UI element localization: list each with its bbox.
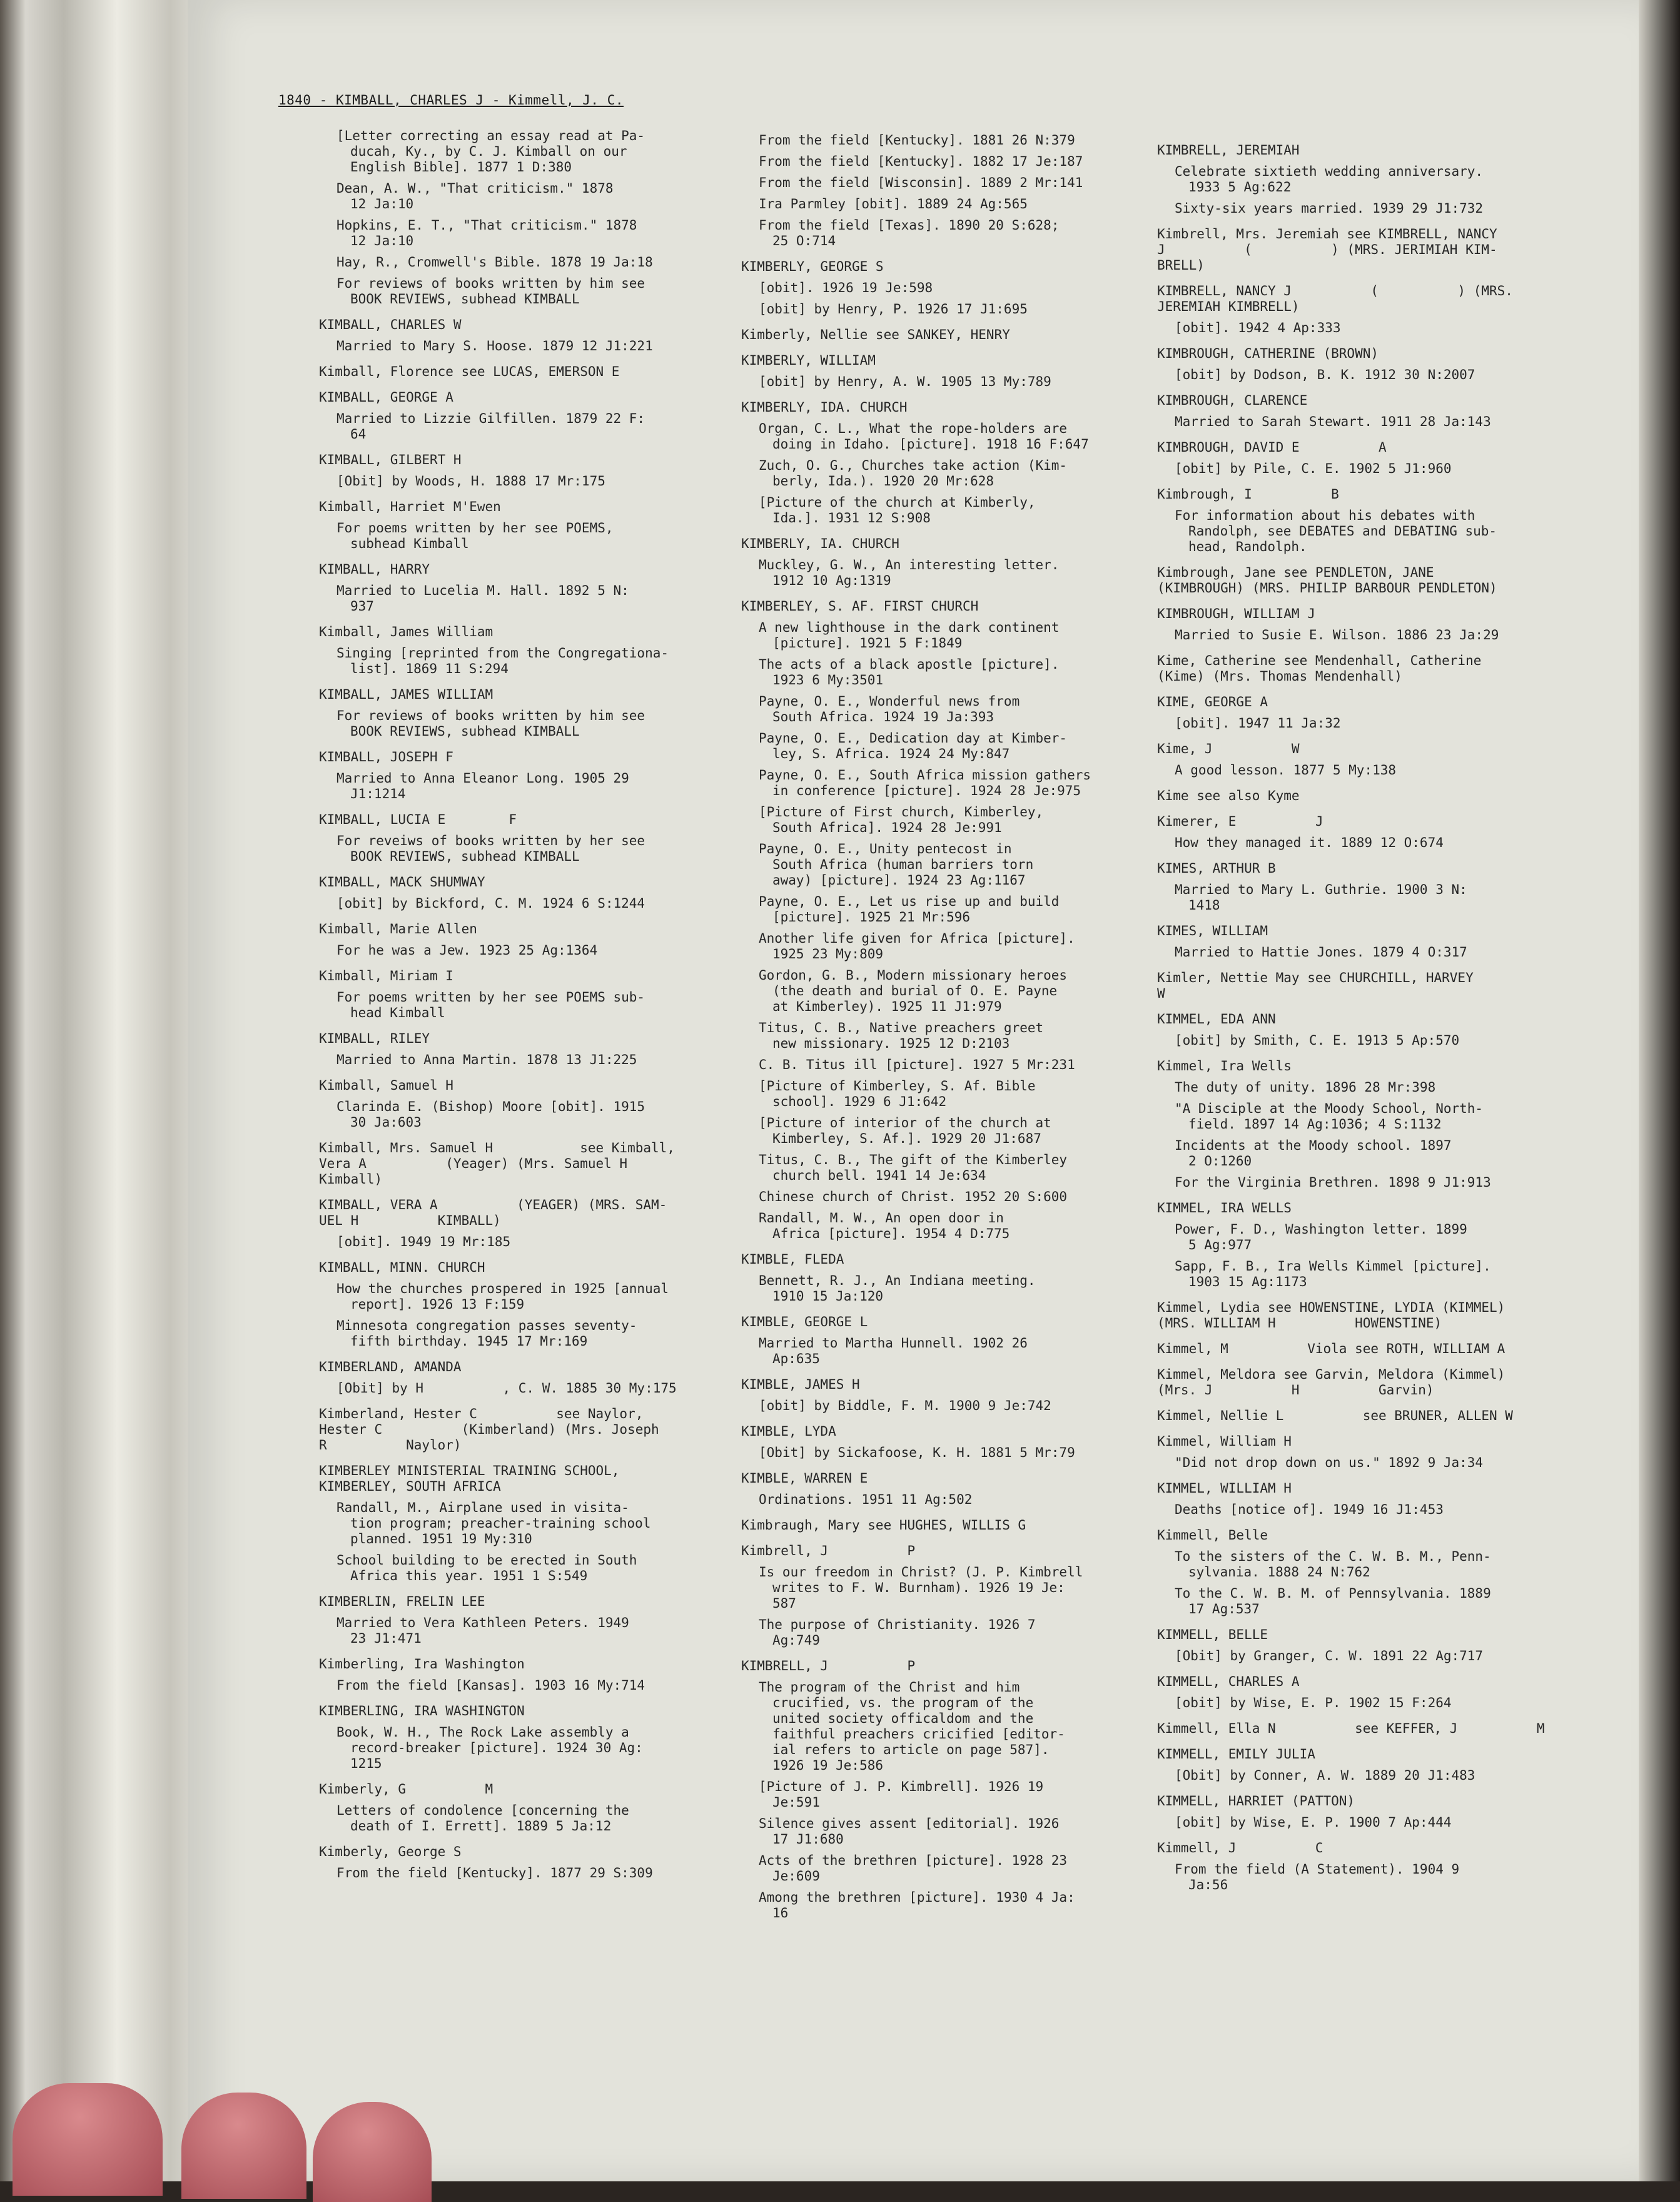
entry-citation: Celebrate sixtieth wedding anniversary. 1933 5 Ag:622 [1175,164,1484,195]
entry-citation: [Picture of the church at Kimberly, Ida.]. 1931 12 S:908 [759,495,1036,525]
entry-heading: KIMBERLAND, AMANDA [319,1359,462,1374]
entry-citation: C. B. Titus ill [picture]. 1927 5 Mr:231 [759,1057,1075,1072]
entry-heading: Kimmell, Ella N see KEFFER, J M [1157,1721,1545,1736]
entry-citation: From the field [Kentucky]. 1882 17 Je:187 [759,154,1083,169]
entry-heading: KIMBRELL, J P [741,1658,916,1673]
entry-citation: Married to Lizzie Gilfillen. 1879 22 F: 64 [337,411,645,442]
entry-heading: KIMBALL, GEORGE A [319,390,453,405]
entry-citation: The acts of a black apostle [picture]. 1923 6 My:3501 [759,657,1060,687]
entry-citation: Randall, M. W., An open door in Africa [picture]. 1954 4 D:775 [759,1210,1010,1241]
entry-heading: KIMBLE, WARREN E [741,1471,868,1486]
index-entry [1157,1794,1595,1830]
entry-heading: KIMBALL, RILEY [319,1031,430,1046]
finger-1 [13,2083,163,2196]
index-entry [1157,1481,1595,1518]
entry-heading: KIMBERLEY, S. AF. FIRST CHURCH [741,599,979,614]
entry-heading: KIMBERLEY MINISTERIAL TRAINING SCHOOL, KIMBERLEY, SOUTH AFRICA [319,1463,620,1494]
index-entry [1157,283,1595,336]
entry-citation: Payne, O. E., Wonderful news from South Africa. 1924 19 Ja:393 [759,694,1020,724]
entry-heading: KIMMELL, EMILY JULIA [1157,1747,1315,1762]
entry-citation: [obit] by Bickford, C. M. 1924 6 S:1244 [337,896,645,911]
entry-heading: KIMMELL, BELLE [1157,1627,1268,1642]
entry-citation: [Obit] by Sickafoose, K. H. 1881 5 Mr:79 [759,1445,1075,1460]
index-entry [319,1260,757,1349]
index-entry [1157,606,1595,643]
entry-citation: For poems written by her see POEMS, subhead Kimball [337,520,614,551]
index-entry [319,1782,757,1834]
entry-citation: The purpose of Christianity. 1926 7 Ag:749 [759,1617,1036,1648]
entry-citation: From the field [Texas]. 1890 20 S:628; 25 O:714 [759,218,1060,248]
entry-heading: Kimball, Samuel H [319,1078,453,1093]
index-entry [319,128,757,307]
entry-citation: Randall, M., Airplane used in visita- tion program; preacher-training school planned. 1951 19 My:310 [337,1500,651,1546]
entry-citation: Married to Mary L. Guthrie. 1900 3 N: 1418 [1175,882,1467,913]
index-entry [319,1463,757,1584]
entry-citation: From the field [Kansas]. 1903 16 My:714 [337,1678,645,1693]
entry-heading: KIMBERLIN, FRELIN LEE [319,1594,485,1609]
entry-heading: Kimbrough, I B [1157,487,1339,502]
entry-heading: Kimball, Florence see LUCAS, EMERSON E [319,364,620,379]
entry-heading: KIMBLE, LYDA [741,1424,836,1439]
entry-heading: KIMBALL, VERA A (YEAGER) (MRS. SAM- UEL H KIMBALL) [319,1197,667,1228]
index-entry [741,1518,1179,1533]
index-entry [319,1078,757,1130]
entry-heading: Kime, Catherine see Mendenhall, Catherine (Kime) (Mrs. Thomas Mendenhall) [1157,653,1482,684]
entry-citation: To the sisters of the C. W. B. M., Penn- sylvania. 1888 24 N:762 [1175,1549,1491,1580]
entry-citation: For reveiws of books written by her see BOOK REVIEWS, subhead KIMBALL [337,833,645,864]
entry-citation: For information about his debates with Randolph, see DEBATES and DEBATING sub- head, Randolph. [1175,508,1497,554]
index-entry [1157,814,1595,851]
entry-citation: Deaths [notice of]. 1949 16 J1:453 [1175,1502,1444,1517]
entry-heading: Kimberly, George S [319,1844,462,1859]
entry-citation: For reviews of books written by him see BOOK REVIEWS, subhead KIMBALL [337,276,645,307]
index-entry [1157,861,1595,913]
entry-citation: Payne, O. E., Unity pentecost in South Africa (human barriers torn away) [picture]. 1924 23 Ag:1167 [759,841,1034,888]
entry-citation: Minnesota congregation passes seventy- fifth birthday. 1945 17 Mr:169 [337,1318,637,1349]
entry-heading: KIMBERLY, IA. CHURCH [741,536,899,551]
entry-citation: Married to Lucelia M. Hall. 1892 5 N: 937 [337,583,629,614]
entry-heading: KIMBALL, GILBERT H [319,452,462,467]
entry-citation: Payne, O. E., Dedication day at Kimber- ley, S. Africa. 1924 24 My:847 [759,731,1068,761]
index-entry [1157,143,1595,216]
entry-citation: Payne, O. E., Let us rise up and build [picture]. 1925 21 Mr:596 [759,894,1060,925]
entry-citation: [obit] by Henry, P. 1926 17 J1:695 [759,302,1028,317]
entry-citation: Power, F. D., Washington letter. 1899 5 Ag:977 [1175,1222,1467,1252]
index-entry [1157,1367,1595,1398]
index-entry [1157,393,1595,430]
entry-citation: [Picture of interior of the church at Kimberley, S. Af.]. 1929 20 J1:687 [759,1115,1051,1146]
entry-citation: [Obit] by Conner, A. W. 1889 20 J1:483 [1175,1768,1475,1783]
index-entry [1157,653,1595,684]
entry-citation: From the field [Kentucky]. 1877 29 S:309 [337,1865,653,1880]
index-entry [1157,1434,1595,1471]
entry-citation: Book, W. H., The Rock Lake assembly a record-breaker [picture]. 1924 30 Ag: 1215 [337,1725,643,1771]
entry-citation: Hay, R., Cromwell's Bible. 1878 19 Ja:18 [337,255,653,270]
entry-heading: Kimberly, Nellie see SANKEY, HENRY [741,327,1010,342]
entry-citation: A good lesson. 1877 5 My:138 [1175,763,1397,778]
entry-citation: Letters of condolence [concerning the death of I. Errett]. 1889 5 Ja:12 [337,1803,629,1834]
entry-citation: [Obit] by Granger, C. W. 1891 22 Ag:717 [1175,1648,1484,1663]
index-entry [741,1658,1179,1921]
entry-citation: Organ, C. L., What the rope-holders are doing in Idaho. [picture]. 1918 16 F:647 [759,421,1089,452]
entry-citation: [obit] by Wise, E. P. 1900 7 Ap:444 [1175,1815,1452,1830]
entry-heading: KIMBALL, MINN. CHURCH [319,1260,485,1275]
entry-citation: Zuch, O. G., Churches take action (Kim- berly, Ida.). 1920 20 Mr:628 [759,458,1068,489]
entry-citation: [Letter correcting an essay read at Pa- ducah, Ky., by C. J. Kimball on our English Bible]. 1877 1 D:380 [337,128,645,175]
index-entry [319,1197,757,1250]
entry-heading: KIMBLE, FLEDA [741,1252,844,1267]
entry-citation: To the C. W. B. M. of Pennsylvania. 1889 17 Ag:537 [1175,1586,1491,1616]
entry-citation: [obit] by Biddle, F. M. 1900 9 Je:742 [759,1398,1051,1413]
entry-citation: [obit] by Wise, E. P. 1902 15 F:264 [1175,1695,1452,1710]
index-entry [319,921,757,958]
entry-citation: Dean, A. W., "That criticism." 1878 12 Ja:10 [337,181,614,211]
entry-citation: [obit]. 1942 4 Ap:333 [1175,320,1341,335]
entry-citation: [Obit] by Woods, H. 1888 17 Mr:175 [337,474,605,489]
index-entry [319,1031,757,1068]
entry-citation: Singing [reprinted from the Congregationa- list]. 1869 11 S:294 [337,646,669,676]
entry-citation: For the Virginia Brethren. 1898 9 J1:913 [1175,1175,1491,1190]
fingers-holding-page [0,2071,450,2181]
index-entry [741,327,1179,343]
entry-heading: KIMBERLING, IRA WASHINGTON [319,1703,525,1718]
entry-citation: "Did not drop down on us." 1892 9 Ja:34 [1175,1455,1484,1470]
entry-citation: Chinese church of Christ. 1952 20 S:600 [759,1189,1068,1204]
entry-heading: KIMBALL, HARRY [319,562,430,577]
entry-heading: Kimmel, Nellie L see BRUNER, ALLEN W [1157,1408,1513,1423]
index-entry [1157,565,1595,596]
entry-citation: How the churches prospered in 1925 [annual report]. 1926 13 F:159 [337,1281,669,1312]
entry-citation: Ordinations. 1951 11 Ag:502 [759,1492,973,1507]
entry-heading: Kimmel, Meldora see Garvin, Meldora (Kimmel) (Mrs. J H Garvin) [1157,1367,1505,1398]
entry-citation: For poems written by her see POEMS sub- head Kimball [337,990,645,1020]
entry-citation: Married to Sarah Stewart. 1911 28 Ja:143 [1175,414,1491,429]
entry-heading: KIMBROUGH, CLARENCE [1157,393,1308,408]
entry-citation: Sixty-six years married. 1939 29 J1:732 [1175,201,1484,216]
entry-heading: KIMES, ARTHUR B [1157,861,1276,876]
finger-2 [181,2093,306,2199]
entry-citation: How they managed it. 1889 12 O:674 [1175,835,1444,850]
index-entry [741,1377,1179,1414]
entry-heading: Kimmell, Belle [1157,1528,1268,1543]
entry-heading: KIMBERLY, IDA. CHURCH [741,400,908,415]
entry-citation: [Picture of Kimberley, S. Af. Bible school]. 1929 6 J1:642 [759,1078,1036,1109]
index-entry [319,499,757,552]
entry-citation: Acts of the brethren [picture]. 1928 23 Je:609 [759,1853,1068,1884]
entry-heading: Kimball, Miriam I [319,968,453,983]
index-entry [1157,440,1595,477]
entry-citation: School building to be erected in South Africa this year. 1951 1 S:549 [337,1553,637,1583]
entry-citation: Titus, C. B., Native preachers greet new missionary. 1925 12 D:2103 [759,1020,1044,1051]
entry-citation: Among the brethren [picture]. 1930 4 Ja: 16 [759,1890,1075,1920]
entry-heading: KIMBALL, JAMES WILLIAM [319,687,493,702]
entry-citation: Married to Martha Hunnell. 1902 26 Ap:635 [759,1336,1028,1366]
entry-heading: KIMMELL, CHARLES A [1157,1674,1300,1689]
entry-heading: KIMMEL, WILLIAM H [1157,1481,1292,1496]
index-entry [1157,923,1595,960]
entry-heading: Kimmel, Ira Wells [1157,1058,1292,1073]
entry-heading: KIMBALL, CHARLES W [319,317,462,332]
index-entry [319,390,757,442]
index-entry [1157,970,1595,1002]
entry-heading: KIMMELL, HARRIET (PATTON) [1157,1794,1355,1809]
entry-heading: Kimler, Nettie May see CHURCHILL, HARVEY W [1157,970,1474,1001]
entry-citation: Clarinda E. (Bishop) Moore [obit]. 1915 30 Ja:603 [337,1099,645,1130]
entry-citation: Married to Anna Martin. 1878 13 J1:225 [337,1052,637,1067]
index-entry [1157,346,1595,383]
index-entry [319,317,757,354]
index-entry [319,562,757,614]
entry-heading: KIMBLE, GEORGE L [741,1314,868,1329]
entry-heading: KIMBROUGH, DAVID E A [1157,440,1387,455]
entry-heading: Kimball, James William [319,624,493,639]
index-entry [1157,1721,1595,1737]
index-entry [1157,1200,1595,1290]
index-entry [1157,1408,1595,1424]
index-entry [319,749,757,802]
index-entry [319,452,757,489]
index-entry [741,1314,1179,1367]
index-entry [319,812,757,865]
index-entry [1157,487,1595,555]
entry-citation: For he was a Jew. 1923 25 Ag:1364 [337,943,598,958]
index-entry [741,599,1179,1242]
index-entry [319,1844,757,1881]
index-entry [1157,741,1595,778]
index-entry [1157,1300,1595,1331]
entry-citation: Hopkins, E. T., "That criticism." 1878 12 Ja:10 [337,218,637,248]
entry-citation: [obit]. 1949 19 Mr:185 [337,1234,511,1249]
index-entry [741,536,1179,589]
entry-heading: KIMMEL, IRA WELLS [1157,1200,1292,1215]
entry-citation: A new lighthouse in the dark continent [picture]. 1921 5 F:1849 [759,620,1060,651]
entry-citation: The program of the Christ and him crucified, vs. the program of the united society officaldom and the faithful preachers cricified [editor- ial refers to article on page 587]. 1926 19 Je:586 [759,1680,1065,1773]
book-right-edge [1639,0,1680,2181]
index-entry [319,968,757,1021]
entry-heading: Kimbrell, J P [741,1543,916,1558]
index-entry [319,364,757,380]
entry-citation: The duty of unity. 1896 28 Mr:398 [1175,1080,1436,1095]
index-entry [319,687,757,739]
entry-citation: Incidents at the Moody school. 1897 2 O:1260 [1175,1138,1452,1169]
entry-heading: KIMBERLY, GEORGE S [741,259,884,274]
entry-heading: Kimball, Marie Allen [319,921,477,936]
entry-heading: Kimberling, Ira Washington [319,1657,525,1672]
entry-citation: Bennett, R. J., An Indiana meeting. 1910 15 Ja:120 [759,1273,1036,1304]
index-column-1 [319,128,757,1891]
index-column-3 [1157,143,1595,1903]
index-entry [741,1471,1179,1508]
entry-citation: Muckley, G. W., An interesting letter. 1912 10 Ag:1319 [759,557,1060,588]
index-entry [319,1703,757,1772]
index-entry [1157,1674,1595,1711]
index-entry [741,1424,1179,1461]
index-entry [741,133,1179,249]
entry-heading: Kimerer, E J [1157,814,1323,829]
index-entry [741,1543,1179,1648]
entry-heading: Kime see also Kyme [1157,788,1300,803]
index-entry [1157,1341,1595,1357]
index-entry [319,1657,757,1693]
entry-heading: KIMBROUGH, WILLIAM J [1157,606,1315,621]
index-column-2 [741,133,1179,1931]
entry-citation: [obit] by Dodson, B. K. 1912 30 N:2007 [1175,367,1475,382]
entry-heading: Kimbrell, Mrs. Jeremiah see KIMBRELL, NANCY J ( ) (MRS. JERIMIAH KIM- BRELL) [1157,226,1497,273]
entry-citation: Ira Parmley [obit]. 1889 24 Ag:565 [759,196,1028,211]
index-entry [319,1594,757,1646]
index-entry [1157,1747,1595,1783]
entry-citation: [obit]. 1926 19 Je:598 [759,280,933,295]
entry-citation: Married to Hattie Jones. 1879 4 O:317 [1175,945,1467,960]
entry-citation: Married to Vera Kathleen Peters. 1949 23 J1:471 [337,1615,629,1646]
entry-heading: Kimberland, Hester C see Naylor, Hester C (Kimberland) (Mrs. Joseph R Naylor) [319,1406,659,1453]
book-page-edges [0,0,213,2181]
index-entry [1157,694,1595,731]
entry-heading: KIMBLE, JAMES H [741,1377,860,1392]
entry-citation: Married to Susie E. Wilson. 1886 23 Ja:29 [1175,627,1499,642]
entry-citation: From the field [Wisconsin]. 1889 2 Mr:141 [759,175,1083,190]
entry-citation: [obit] by Pile, C. E. 1902 5 J1:960 [1175,461,1452,476]
entry-heading: KIMES, WILLIAM [1157,923,1268,938]
index-entry [741,353,1179,390]
entry-heading: Kimball, Mrs. Samuel H see Kimball, Vera A (Yeager) (Mrs. Samuel H Kimball) [319,1140,675,1187]
entry-citation: Gordon, G. B., Modern missionary heroes (the death and burial of O. E. Payne at Kimberley). 1925 11 J1:979 [759,968,1068,1014]
entry-heading: KIMBRELL, JEREMIAH [1157,143,1300,158]
entry-heading: KIMBALL, JOSEPH F [319,749,453,764]
entry-heading: KIMMEL, EDA ANN [1157,1012,1276,1027]
index-entry [1157,788,1595,804]
index-entry [1157,1012,1595,1048]
entry-heading: Kimbrough, Jane see PENDLETON, JANE (KIMBROUGH) (MRS. PHILIP BARBOUR PENDLETON) [1157,565,1497,596]
entry-citation: For reviews of books written by him see BOOK REVIEWS, subhead KIMBALL [337,708,645,739]
entry-citation: [obit]. 1947 11 Ja:32 [1175,716,1341,731]
index-entry [319,1359,757,1396]
finger-3 [313,2102,432,2202]
index-entry [741,259,1179,317]
entry-heading: Kime, J W [1157,741,1300,756]
entry-heading: Kimmel, Lydia see HOWENSTINE, LYDIA (KIMMEL) (MRS. WILLIAM H HOWENSTINE) [1157,1300,1505,1331]
index-entry [319,624,757,677]
entry-heading: KIMBRELL, NANCY J ( ) (MRS. JEREMIAH KIMBRELL) [1157,283,1513,314]
entry-citation: Is our freedom in Christ? (J. P. Kimbrell writes to F. W. Burnham). 1926 19 Je: 587 [759,1565,1083,1611]
entry-heading: Kimmel, William H [1157,1434,1292,1449]
entry-heading: KIMBROUGH, CATHERINE (BROWN) [1157,346,1379,361]
entry-citation: [Picture of J. P. Kimbrell]. 1926 19 Je:591 [759,1779,1044,1810]
index-entry [319,1406,757,1453]
entry-citation: Married to Anna Eleanor Long. 1905 29 J1:1214 [337,771,629,801]
index-entry [1157,1058,1595,1190]
entry-citation: Payne, O. E., South Africa mission gathers in conference [picture]. 1924 28 Je:975 [759,768,1091,798]
entry-citation: Married to Mary S. Hoose. 1879 12 J1:221 [337,338,653,353]
entry-heading: KIME, GEORGE A [1157,694,1268,709]
page-header: 1840 - KIMBALL, CHARLES J - Kimmell, J. C. [278,93,624,108]
entry-citation: From the field (A Statement). 1904 9 Ja:56 [1175,1862,1460,1892]
index-entry [1157,1528,1595,1617]
entry-heading: KIMBALL, MACK SHUMWAY [319,875,485,890]
entry-heading: Kimmel, M Viola see ROTH, WILLIAM A [1157,1341,1505,1356]
entry-citation: Titus, C. B., The gift of the Kimberley church bell. 1941 14 Je:634 [759,1152,1068,1183]
entry-heading: Kimmell, J C [1157,1840,1323,1855]
entry-heading: Kimbraugh, Mary see HUGHES, WILLIS G [741,1518,1026,1533]
index-entry [1157,226,1595,273]
entry-citation: Another life given for Africa [picture]. 1925 23 My:809 [759,931,1075,961]
entry-citation: [Obit] by H , C. W. 1885 30 My:175 [337,1381,677,1396]
entry-heading: Kimball, Harriet M'Ewen [319,499,501,514]
entry-citation: [Picture of First church, Kimberley, South Africa]. 1924 28 Je:991 [759,804,1044,835]
index-entry [319,875,757,911]
entry-citation: Sapp, F. B., Ira Wells Kimmel [picture]. 1903 15 Ag:1173 [1175,1259,1491,1289]
entry-citation: From the field [Kentucky]. 1881 26 N:379 [759,133,1075,148]
entry-heading: KIMBERLY, WILLIAM [741,353,876,368]
index-entry [741,1252,1179,1304]
index-entry [1157,1627,1595,1664]
entry-heading: KIMBALL, LUCIA E F [319,812,517,827]
entry-citation: [obit] by Henry, A. W. 1905 13 My:789 [759,374,1051,389]
entry-citation: [obit] by Smith, C. E. 1913 5 Ap:570 [1175,1033,1460,1048]
entry-citation: "A Disciple at the Moody School, North- field. 1897 14 Ag:1036; 4 S:1132 [1175,1101,1484,1132]
index-entry [319,1140,757,1187]
entry-heading: Kimberly, G M [319,1782,493,1797]
index-entry [741,400,1179,526]
index-entry [1157,1840,1595,1893]
entry-citation: Silence gives assent [editorial]. 1926 17 J1:680 [759,1816,1060,1847]
